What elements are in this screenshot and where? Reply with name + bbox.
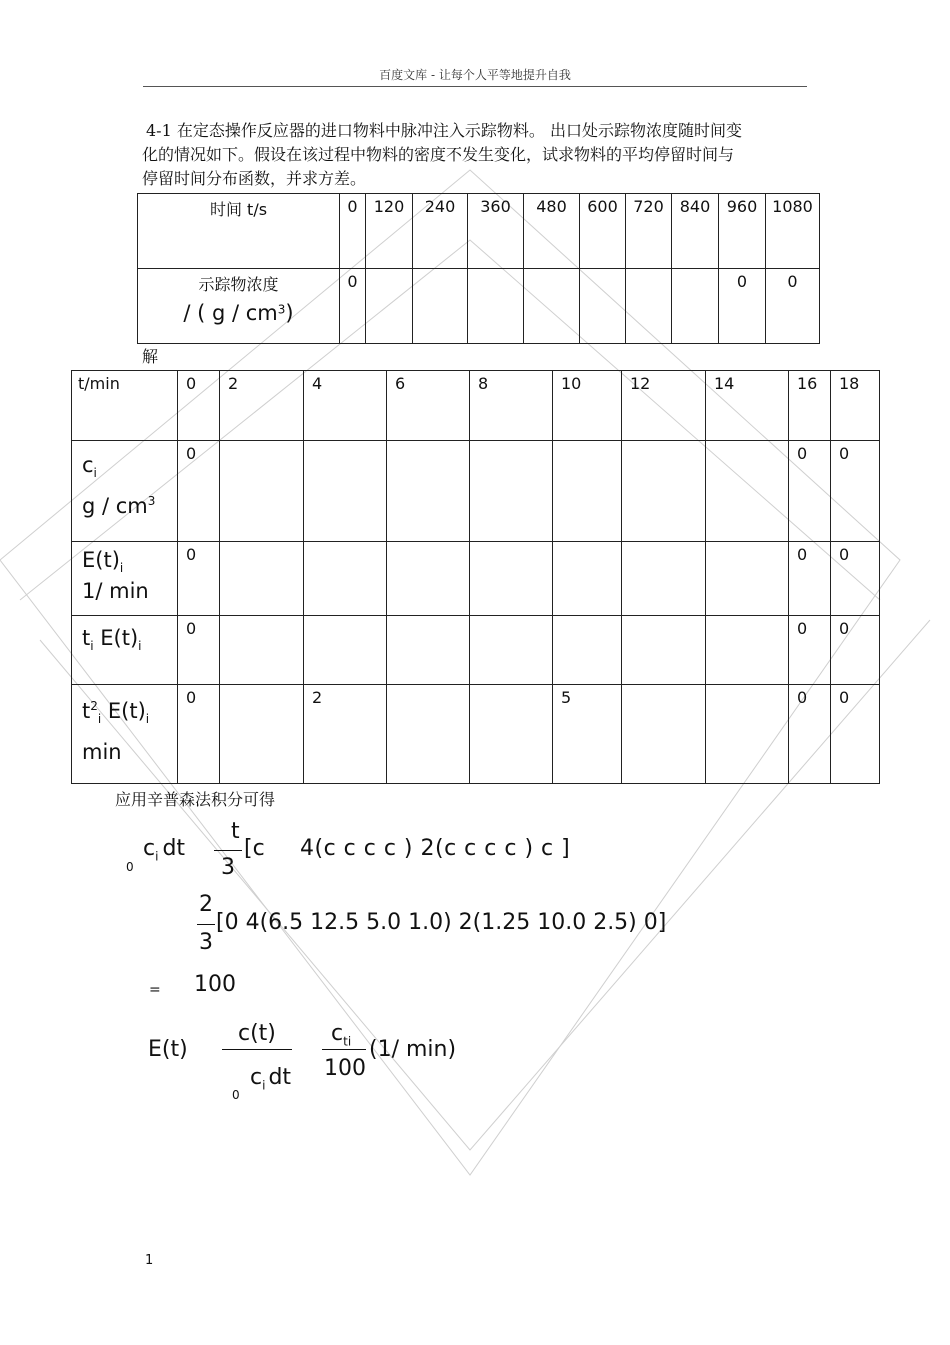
integral-lower-limit: 0 <box>126 860 134 874</box>
f4-frac-line-2 <box>322 1049 366 1050</box>
integrand-sub: i <box>155 849 159 864</box>
unit-sup: 3 <box>277 302 286 317</box>
conc-cell <box>524 269 579 272</box>
integral-lhs <box>143 836 185 863</box>
c-sub: i <box>93 466 97 481</box>
t2e-e-sub: i <box>145 712 150 727</box>
conc-cell <box>366 269 412 272</box>
cell <box>622 542 705 545</box>
c-unit-sup: 3 <box>147 494 156 509</box>
integrand: c <box>143 836 156 861</box>
time-cell: 16 <box>797 374 818 393</box>
cell: 0 <box>186 545 197 564</box>
cell <box>622 441 705 444</box>
unit-close: ) <box>285 301 294 325</box>
cell <box>387 616 469 619</box>
header-rule <box>143 86 807 87</box>
time-cell: 14 <box>714 374 735 393</box>
cell: 0 <box>797 688 808 707</box>
cell: 0 <box>797 619 808 638</box>
cell <box>706 542 788 545</box>
te-e: E(t) <box>100 626 139 650</box>
problem-line-2: 化的情况如下。假设在该过程中物料的密度不发生变化，试求物料的平均停留时间与 <box>142 145 735 164</box>
conc-cell: 0 <box>736 272 748 291</box>
te-t-sub: i <box>90 639 94 654</box>
conc-cell <box>626 269 671 272</box>
cell: 0 <box>797 545 808 564</box>
f4-unit: (1/ min) <box>369 1037 457 1062</box>
conc-cell <box>468 269 523 272</box>
cell <box>622 616 705 619</box>
t2e-sup: 2 <box>90 699 98 713</box>
c-symbol: c <box>82 453 94 477</box>
time-cell: 600 <box>587 197 618 216</box>
time-label: 时间 t/s <box>209 200 268 219</box>
time-cell: 8 <box>478 374 489 393</box>
t2e-unit: min <box>82 740 122 765</box>
time-cell: 0 <box>186 374 197 393</box>
solution-label: 解 <box>142 347 159 366</box>
cell: 2 <box>312 688 323 707</box>
f4-lower-limit: 0 <box>232 1088 240 1102</box>
concentration-row <box>138 269 820 344</box>
time-cell: 240 <box>424 197 456 216</box>
unit-text: / ( g / cm <box>183 301 278 325</box>
cell <box>304 616 386 619</box>
cell <box>220 685 303 688</box>
cell: 0 <box>839 619 850 638</box>
f4-den <box>250 1065 291 1092</box>
f2-frac-line <box>197 924 215 925</box>
cell <box>470 441 552 444</box>
e-symbol: E(t) <box>82 548 120 572</box>
f4-den-c: c <box>250 1065 263 1090</box>
cell <box>220 441 303 444</box>
conc-cell: 0 <box>347 272 358 291</box>
f2-num: 2 <box>199 892 213 917</box>
table-row-time <box>72 371 880 441</box>
problem-line-1: 4-1 在定态操作反应器的进口物料中脉冲注入示踪物料。 出口处示踪物浓度随时间变 <box>146 121 742 140</box>
tracer-data-table <box>137 193 820 344</box>
cell <box>304 542 386 545</box>
f4-den-dt: dt <box>268 1065 292 1090</box>
cell <box>470 616 552 619</box>
t2e-t: t <box>82 699 91 723</box>
cell: 0 <box>839 688 850 707</box>
e-unit: 1/ min <box>82 579 149 604</box>
solution-table <box>71 370 880 784</box>
frac-den: 3 <box>221 855 235 880</box>
t2e-label <box>82 699 177 726</box>
concentration-label: 示踪物浓度 <box>198 275 279 294</box>
time-cell: 10 <box>561 374 582 393</box>
te-t: t <box>82 626 91 650</box>
t2e-sub: i <box>97 712 102 727</box>
table-row-t2e <box>72 685 880 784</box>
e-sub: i <box>119 561 124 576</box>
f2-den: 3 <box>199 930 213 955</box>
cell <box>553 616 621 619</box>
simpson-text: 应用辛普森法积分可得 <box>115 790 276 809</box>
te-label <box>82 626 177 653</box>
cell <box>470 685 552 688</box>
time-header: t/min <box>78 374 120 393</box>
time-cell: 4 <box>312 374 323 393</box>
conc-cell <box>672 269 718 272</box>
cell <box>387 685 469 688</box>
time-cell: 480 <box>536 197 567 216</box>
cell: 0 <box>186 619 197 638</box>
f4-num2-sub: ti <box>343 1034 352 1049</box>
f2-body: [0 4(6.5 12.5 5.0 1.0) 2(1.25 10.0 2.5) 0] <box>216 910 667 935</box>
time-cell: 2 <box>228 374 239 393</box>
time-cell: 0 <box>347 197 358 216</box>
cell: 0 <box>839 545 850 564</box>
time-cell: 120 <box>373 197 405 216</box>
f4-num2-c: c <box>331 1021 344 1046</box>
t2e-e: E(t) <box>107 699 146 723</box>
cell <box>622 685 705 688</box>
cell <box>553 542 621 545</box>
cell <box>220 542 303 545</box>
time-cell: 18 <box>839 374 860 393</box>
conc-cell <box>413 269 467 272</box>
c-label <box>82 453 177 480</box>
te-e-sub: i <box>138 639 142 654</box>
table-row-e <box>72 542 880 616</box>
table-row-c <box>72 441 880 542</box>
cell <box>304 441 386 444</box>
time-cell: 840 <box>679 197 711 216</box>
conc-cell <box>580 269 625 272</box>
cell <box>706 616 788 619</box>
f4-den-sub: i <box>262 1078 266 1093</box>
page-number: 1 <box>145 1253 154 1268</box>
time-cell: 12 <box>630 374 651 393</box>
time-cell: 1080 <box>772 197 813 216</box>
time-cell: 360 <box>480 197 511 216</box>
cell <box>470 542 552 545</box>
cell: 0 <box>839 444 850 463</box>
integrand-dt: dt <box>162 836 186 861</box>
time-cell: 6 <box>395 374 406 393</box>
conc-cell: 0 <box>787 272 798 291</box>
f4-den2: 100 <box>324 1056 366 1081</box>
cell: 0 <box>186 444 197 463</box>
cell: 5 <box>561 688 572 707</box>
c-unit-text: g / cm <box>82 494 148 519</box>
simpson-terms: 4(c c c c ) 2(c c c c ) c ] <box>300 836 571 861</box>
cell <box>706 685 788 688</box>
simpson-open: [c <box>244 836 265 861</box>
frac-line <box>214 850 242 851</box>
cell <box>553 441 621 444</box>
f4-num: c(t) <box>238 1021 276 1046</box>
cell: 0 <box>797 444 808 463</box>
cell <box>387 441 469 444</box>
page-header: 百度文库 - 让每个人平等地提升自我 <box>379 68 571 82</box>
cell <box>706 441 788 444</box>
f4-num2 <box>331 1021 351 1048</box>
cell <box>220 616 303 619</box>
f4-lhs: E(t) <box>148 1037 188 1062</box>
time-cell: 720 <box>633 197 664 216</box>
f3-eq: = <box>149 982 161 998</box>
time-cell: 960 <box>726 197 758 216</box>
problem-line-3: 停留时间分布函数，并求方差。 <box>142 169 367 188</box>
cell <box>387 542 469 545</box>
concentration-unit <box>138 301 339 325</box>
c-unit <box>82 494 177 518</box>
frac-num: t <box>231 819 240 844</box>
time-row <box>138 194 820 269</box>
f3-value: 100 <box>194 972 236 997</box>
cell: 0 <box>186 688 197 707</box>
e-label <box>82 548 177 575</box>
table-row-te <box>72 616 880 685</box>
f4-frac-line <box>222 1049 292 1050</box>
